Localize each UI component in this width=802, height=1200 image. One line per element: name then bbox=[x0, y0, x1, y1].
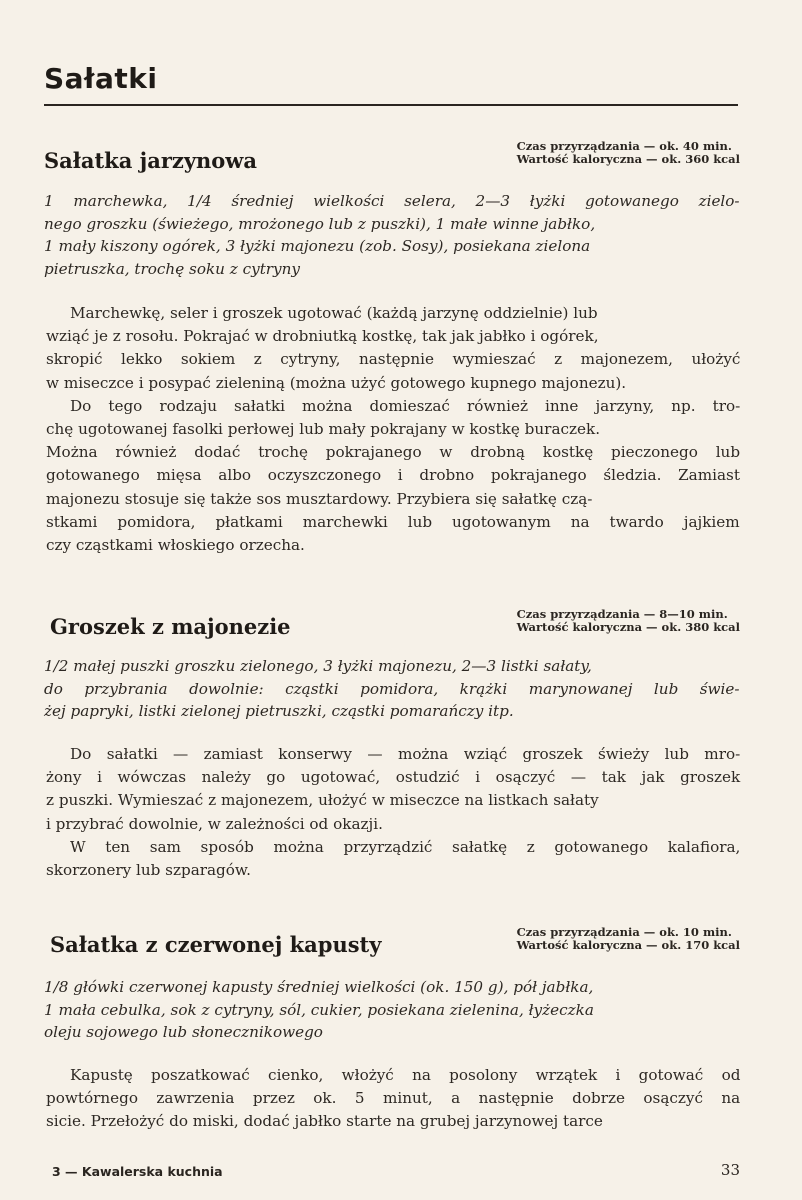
recipe-title: Groszek z majonezie bbox=[50, 614, 291, 639]
text-line: stkami pomidora, płatkami marchewki lub ugotowanym na twardo jajkiem bbox=[46, 512, 740, 531]
ingredients-line: 1 marchewka, 1/4 średniej wielkości selera, 2—3 łyżki gotowanego zielo- bbox=[44, 192, 740, 210]
ingredients-list bbox=[44, 655, 740, 723]
chapter-title: Sałatki bbox=[44, 62, 158, 95]
recipe-meta bbox=[517, 926, 740, 952]
recipe-title: Sałatka z czerwonej kapusty bbox=[50, 932, 382, 957]
calories: Wartość kaloryczna — ok. 170 kcal bbox=[516, 938, 740, 952]
recipe-header bbox=[44, 926, 740, 966]
text-line: Marchewkę, seler i groszek ugotować (każdą jarzynę oddzielnie) lub bbox=[70, 304, 598, 322]
text-line: skropić lekko sokiem z cytryny, następnie wymieszać z majonezem, ułożyć bbox=[46, 350, 741, 369]
recipe-meta bbox=[517, 608, 740, 634]
recipe-title: Sałatka jarzynowa bbox=[44, 148, 257, 173]
footer-section-label: 3 — Kawalerska kuchnia bbox=[52, 1164, 223, 1179]
ingredients-line: 1/2 małej puszki groszku zielonego, 3 łyżki majonezu, 2—3 listki sałaty, bbox=[44, 657, 592, 675]
ingredients-line: żej papryki, listki zielonej pietruszki, cząstki pomarańczy itp. bbox=[44, 702, 514, 721]
text-line: z puszki. Wymieszać z majonezem, ułożyć w miseczce na listkach sałaty bbox=[46, 791, 599, 810]
ingredients-line: 1 mały kiszony ogórek, 3 łyżki majonezu (zob. Sosy), posiekana zielona bbox=[44, 237, 591, 256]
ingredients-line: 1/8 główki czerwonej kapusty średniej wielkości (ok. 150 g), pół jabłka, bbox=[44, 978, 594, 996]
ingredients-line: 1 mała cebulka, sok z cytryny, sól, cukier, posiekana zielenina, łyżeczka bbox=[44, 1000, 594, 1019]
prep-time: Czas przyrządzania — 8—10 min. bbox=[516, 607, 728, 621]
text-line: W ten sam sposób można przyrządzić sałatkę z gotowanego kalafiora, bbox=[70, 837, 741, 856]
text-line: Można również dodać trochę pokrajanego w drobną kostkę pieczonego lub bbox=[46, 443, 741, 462]
text-line: żony i wówczas należy go ugotować, ostudzić i osączyć — tak jak groszek bbox=[46, 768, 741, 787]
text-line: chę ugotowanej fasolki perłowej lub mały pokrajany w kostkę buraczek. bbox=[46, 420, 601, 439]
text-line: Do sałatki — zamiast konserwy — można wziąć groszek świeży lub mro- bbox=[70, 745, 741, 763]
text-line: skorzonery lub szparagów. bbox=[46, 861, 251, 880]
text-line: powtórnego zawrzenia przez ok. 5 minut, a następnie dobrze osączyć na bbox=[46, 1089, 741, 1108]
recipe-header bbox=[44, 608, 740, 648]
ingredients-line: nego groszku (świeżego, mrożonego lub z puszki), 1 małe winne jabłko, bbox=[44, 214, 596, 233]
calories: Wartość kaloryczna — ok. 380 kcal bbox=[516, 620, 740, 634]
text-line: gotowanego mięsa albo oczyszczonego i drobno pokrajanego śledzia. Zamiast bbox=[46, 466, 740, 485]
text-line: i przybrać dowolnie, w zależności od okazji. bbox=[46, 814, 383, 833]
prep-time: Czas przyrządzania — ok. 10 min. bbox=[516, 925, 732, 939]
recipe-instructions bbox=[46, 743, 740, 882]
ingredients-line: oleju sojowego lub słonecznikowego bbox=[44, 1023, 323, 1042]
chapter-divider bbox=[44, 104, 738, 106]
text-line: Do tego rodzaju sałatki można domieszać również inne jarzyny, np. tro- bbox=[70, 396, 741, 415]
recipe-meta bbox=[517, 140, 740, 166]
text-line: czy cząstkami włoskiego orzecha. bbox=[46, 536, 305, 555]
recipe-header bbox=[44, 140, 740, 180]
text-line: w miseczce i posypać zieleniną (można użyć gotowego kupnego majonezu). bbox=[46, 373, 627, 392]
text-line: sicie. Przełożyć do miski, dodać jabłko starte na grubej jarzynowej tarce bbox=[46, 1112, 603, 1131]
ingredients-line: do przybrania dowolnie: cząstki pomidora, krążki marynowanej lub świe- bbox=[44, 679, 740, 698]
recipe-instructions bbox=[46, 1064, 740, 1134]
calories: Wartość kaloryczna — ok. 360 kcal bbox=[516, 152, 740, 166]
text-line: wziąć je z rosołu. Pokrajać w drobniutką kostkę, tak jak jabłko i ogórek, bbox=[46, 327, 599, 346]
text-line: Kapustę poszatkować cienko, włożyć na posolony wrzątek i gotować od bbox=[70, 1066, 741, 1084]
prep-time: Czas przyrządzania — ok. 40 min. bbox=[516, 139, 732, 153]
page-number: 33 bbox=[720, 1161, 740, 1179]
ingredients-line: pietruszka, trochę soku z cytryny bbox=[44, 259, 300, 278]
recipe-instructions bbox=[46, 302, 740, 557]
ingredients-list bbox=[44, 976, 740, 1044]
text-line: majonezu stosuje się także sos musztardowy. Przybiera się sałatkę czą- bbox=[46, 489, 593, 508]
ingredients-list bbox=[44, 190, 740, 280]
